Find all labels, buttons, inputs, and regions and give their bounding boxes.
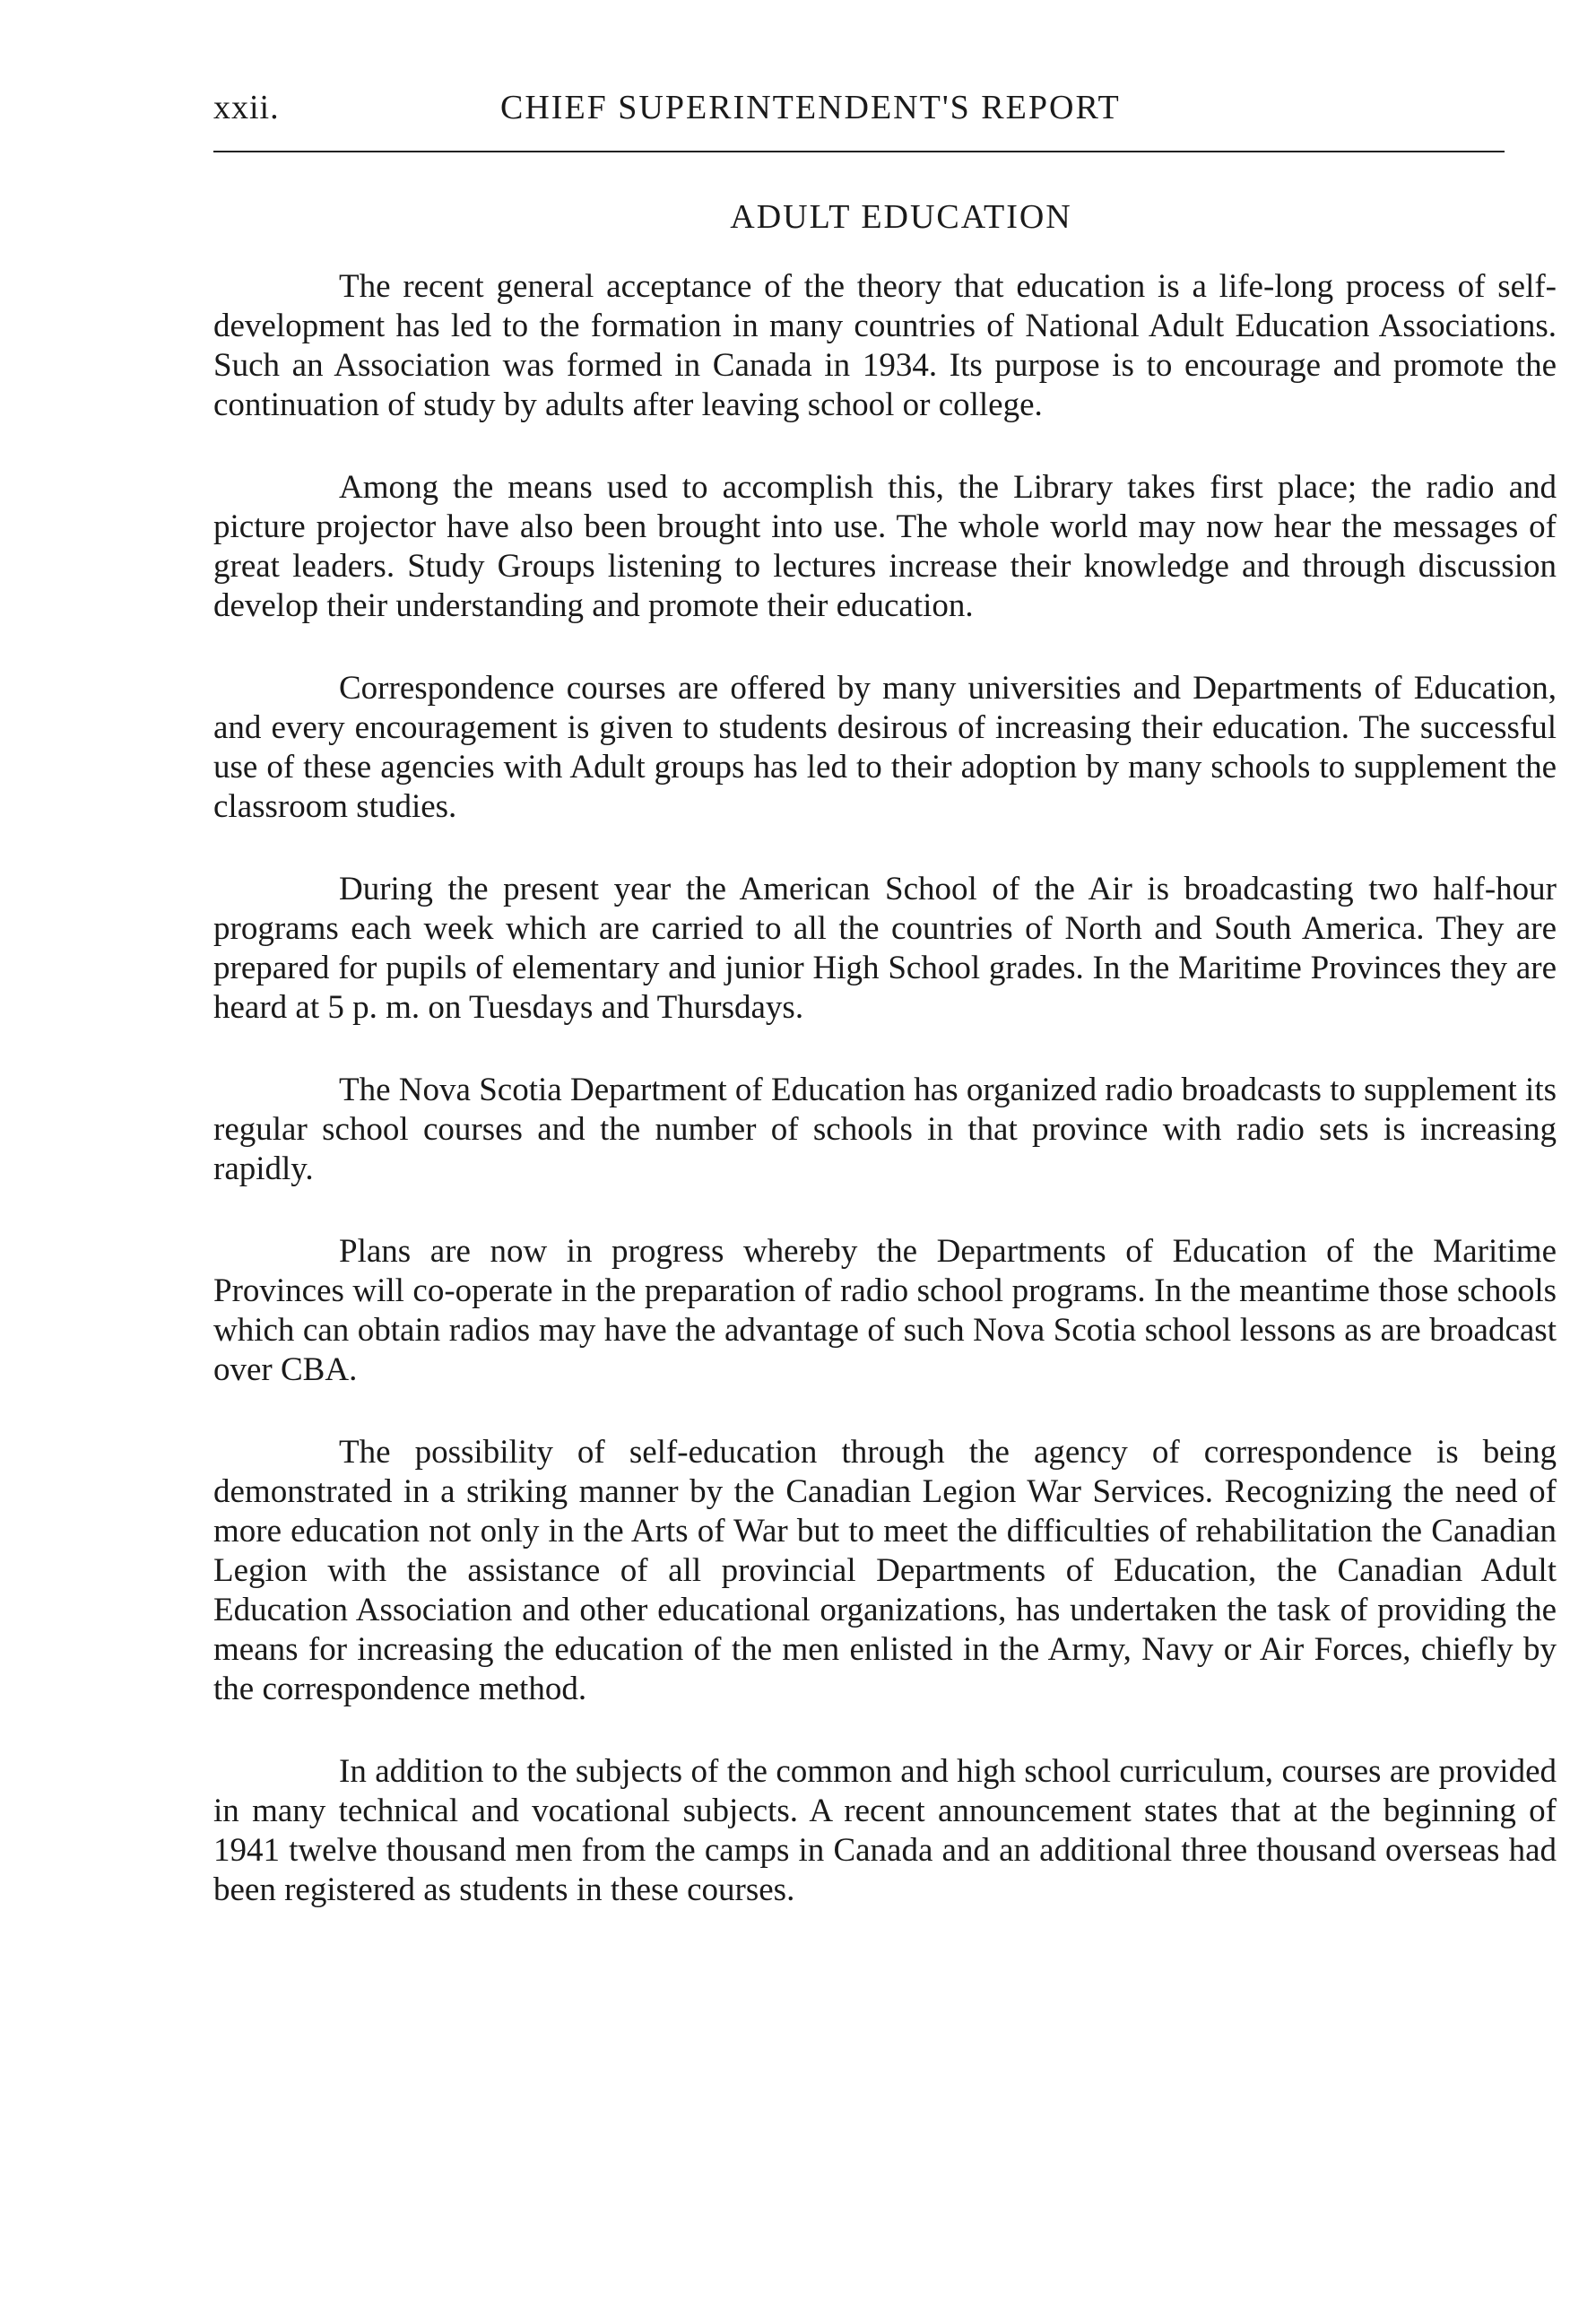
paragraph: In addition to the subjects of the common and high school curriculum, courses are provided in many technical and vocational subjects. A recent announcement states that at the beginning of 1941 twelve thousand men from the camps in Canada and an additional three thousand overseas had been registered as students in these courses. [213, 1753, 1557, 1908]
paragraph: During the present year the American School of the Air is broadcasting two half-hour programs each week which are carried to all the countries of North and South America. They are prepared for pupils of elementary and junior High School grades. In the Maritime Provinces they are heard at 5 p. m. on Tuesdays and Thursdays. [213, 871, 1557, 1026]
running-title: CHIEF SUPERINTENDENT'S REPORT [500, 89, 1121, 126]
paragraph: Plans are now in progress whereby the Departments of Education of the Maritime Provinces will co-operate in the preparation of radio school programs. In the meantime those schools which can obtain radios may have the advantage of such Nova Scotia school lessons as are broadcast over CBA. [213, 1233, 1557, 1388]
section-title: ADULT EDUCATION [730, 198, 1072, 236]
paragraph: Correspondence courses are offered by many universities and Departments of Education, and every encouragement is given to students desirous of increasing their education. The successful use of these agencies with Adult groups has led to their adoption by many schools to supplement the classroom studies. [213, 670, 1557, 825]
paragraph: The possibility of self-education through the agency of correspondence is being demonstrated in a striking manner by the Canadian Legion War Services. Recognizing the need of more education not only in the Arts of War but to meet the difficulties of rehabilitation the Canadian Legion with the assistance of all provincial Departments of Education, the Canadian Adult Education Association and other educational organizations, has undertaken the task of providing the means for increasing the education of the men enlisted in the Army, Navy or Air Forces, chiefly by the correspondence method. [213, 1434, 1557, 1707]
running-header [213, 88, 1505, 142]
body-text [213, 267, 1557, 1953]
page-number: xxii. [213, 89, 280, 126]
header-rule [213, 151, 1505, 152]
paragraph: Among the means used to accomplish this, the Library takes first place; the radio and picture projector have also been brought into use. The whole world may now hear the messages of great leaders. Study Groups listening to lectures increase their knowledge and through discussion develop their understanding and promote their education. [213, 469, 1557, 624]
paragraph: The Nova Scotia Department of Education has organized radio broadcasts to supplement its regular school courses and the number of schools in that province with radio sets is increasing rapidly. [213, 1072, 1557, 1187]
paragraph: The recent general acceptance of the theory that education is a life-long process of self-development has led to the formation in many countries of National Adult Education Associations. Such an Association was formed in Canada in 1934. Its purpose is to encourage and promote the continuation of study by adults after leaving school or college. [213, 268, 1557, 423]
